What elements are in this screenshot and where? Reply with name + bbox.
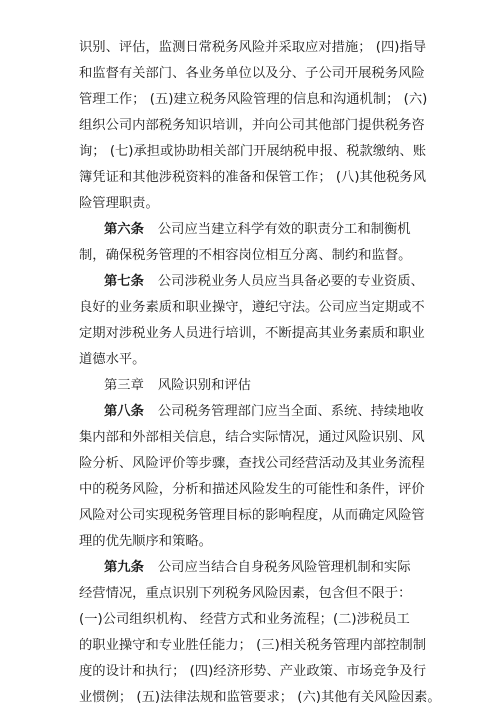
article-8-label: 第八条 xyxy=(104,404,144,419)
article-9-line-5: 度的设计和执行； (四)经济形势、产业政策、市场竞争及行 xyxy=(79,664,427,679)
article-8-line-6: 理的优先顺序和策略。 xyxy=(79,534,212,549)
article-9-line-2: 经营情况，重点识别下列税务风险因素，包含但不限于： xyxy=(79,586,412,601)
article-9-label: 第九条 xyxy=(104,560,144,575)
paragraph-line: 簿凭证和其他涉税资料的准备和保管工作； (八)其他税务风 xyxy=(79,170,427,185)
article-6-label: 第六条 xyxy=(104,222,144,237)
paragraph-line: 识别、评估，监测日常税务风险并采取应对措施； (四)指导 xyxy=(79,40,427,55)
chapter-heading xyxy=(104,374,464,398)
article-6-text: 公司应当建立科学有效的职责分工和制衡机 xyxy=(157,222,411,237)
article-7-text: 公司涉税业务人员应当具备必要的专业资质、 xyxy=(157,274,424,289)
article-7-label: 第七条 xyxy=(104,274,144,289)
paragraph-line: 组织公司内部税务知识培训，并向公司其他部门提供税务咨 xyxy=(79,118,425,133)
article-9-line-6: 业惯例； (五)法律法规和监管要求； (六)其他有关风险因素。 xyxy=(79,690,441,705)
article-9-line-1 xyxy=(104,556,464,580)
article-6-line-2: 制，确保税务管理的不相容岗位相互分离、制约和监督。 xyxy=(79,248,412,263)
article-7-line-2: 良好的业务素质和职业操守，遵纪守法。公司应当定期或不 xyxy=(79,300,425,315)
article-8-text: 公司税务管理部门应当全面、系统、持续地收 xyxy=(157,404,424,419)
paragraph-line: 和监督有关部门、各业务单位以及分、子公司开展税务风险 xyxy=(79,66,425,81)
article-7-line-1 xyxy=(104,270,464,294)
article-8-line-1 xyxy=(104,400,464,424)
paragraph-line: 管理工作； (五)建立税务风险管理的信息和沟通机制； (六) xyxy=(79,92,428,107)
article-8-line-2: 集内部和外部相关信息，结合实际情况，通过风险识别、风 xyxy=(79,430,425,445)
article-8-line-3: 险分析、风险评价等步骤，查找公司经营活动及其业务流程 xyxy=(79,456,425,471)
article-9-line-4: 的职业操守和专业胜任能力； (三)相关税务管理内部控制制 xyxy=(79,638,427,653)
article-6-line-1 xyxy=(104,218,464,242)
article-8-line-5: 风险对公司实现税务管理目标的影响程度，从而确定风险管 xyxy=(79,508,425,523)
article-7-line-3: 定期对涉税业务人员进行培训，不断提高其业务素质和职业 xyxy=(79,326,425,341)
article-9-line-3: (一)公司组织机构、 经营方式和业务流程；(二)涉税员工 xyxy=(79,612,410,627)
chapter-title: 风险识别和评估 xyxy=(157,378,251,393)
paragraph-line: 险管理职责。 xyxy=(79,196,159,211)
article-8-line-4: 中的税务风险，分析和描述风险发生的可能性和条件，评价 xyxy=(79,482,425,497)
paragraph-line: 询； (七)承担或协助相关部门开展纳税申报、税款缴纳、账 xyxy=(79,144,427,159)
article-9-text: 公司应当结合自身税务风险管理机制和实际 xyxy=(157,560,411,575)
chapter-number: 第三章 xyxy=(104,378,144,393)
article-7-line-4: 道德水平。 xyxy=(79,352,146,367)
